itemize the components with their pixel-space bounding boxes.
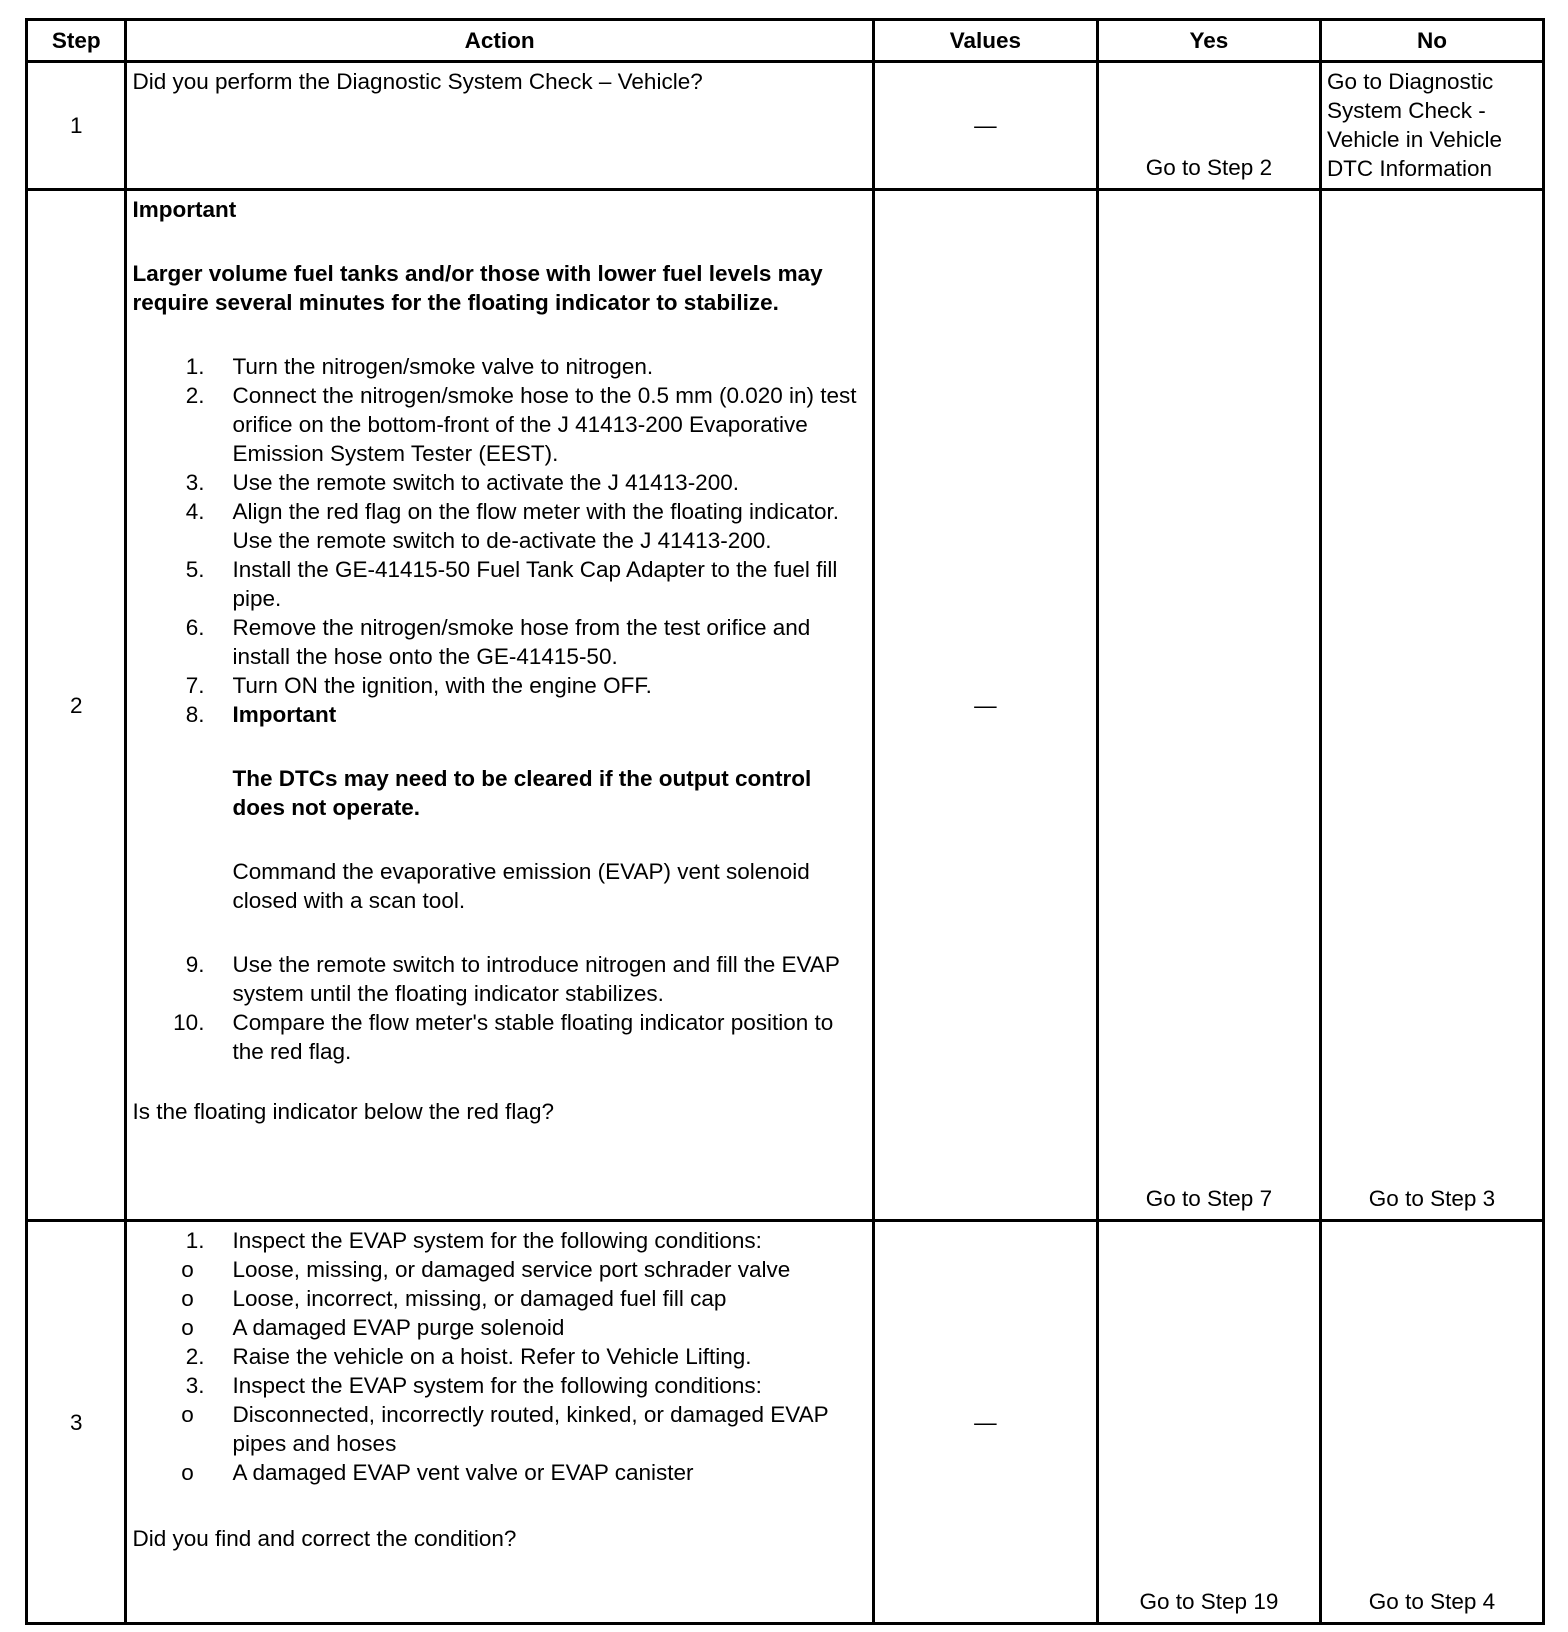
- values-cell: —: [873, 1221, 1097, 1624]
- list-number: 9.: [185, 952, 205, 977]
- list-item: [132, 1008, 867, 1066]
- table-row-step-2: [27, 190, 1544, 1221]
- header-yes: Yes: [1097, 20, 1320, 62]
- list-text: Turn ON the ignition, with the engine OFF.: [232, 673, 652, 698]
- values-cell: —: [873, 62, 1097, 190]
- list-item: [132, 381, 867, 468]
- diagnostic-table-frame: [25, 18, 1545, 1625]
- list-item: [132, 1226, 867, 1342]
- procedure-list: [132, 352, 867, 1066]
- list-item: [132, 555, 867, 613]
- yes-cell: Go to Step 2: [1097, 62, 1320, 190]
- list-number: 3.: [185, 470, 205, 495]
- list-item: [132, 613, 867, 671]
- list-text: Use the remote switch to introduce nitrogen and fill the EVAP system until the floating indicator stabilizes.: [232, 952, 840, 1006]
- list-item: [132, 1342, 867, 1371]
- bullet-item: [132, 1255, 867, 1284]
- list-item: [132, 352, 867, 381]
- bullet-marker: o: [181, 1286, 194, 1311]
- diagnostic-table: [25, 18, 1545, 1625]
- list-text: Remove the nitrogen/smoke hose from the test orifice and install the hose onto the GE-41415-50.: [232, 615, 811, 669]
- list-number: 8.: [185, 702, 205, 727]
- header-step: Step: [27, 20, 126, 62]
- no-cell: Go to Diagnostic System Check - Vehicle in Vehicle DTC Information: [1320, 62, 1543, 190]
- list-item: [132, 497, 867, 555]
- list-text: Turn the nitrogen/smoke valve to nitrogen.: [232, 354, 654, 379]
- yes-cell: Go to Step 19: [1097, 1221, 1320, 1624]
- list-item: [132, 468, 867, 497]
- bullet-marker: o: [181, 1315, 194, 1340]
- header-action: Action: [126, 20, 873, 62]
- list-number: 5.: [185, 557, 205, 582]
- list-number: 7.: [185, 673, 205, 698]
- list-text: Connect the nitrogen/smoke hose to the 0.5 mm (0.020 in) test orifice on the bottom-front of the J 41413-200 Evaporative Emission System Tester (EEST).: [232, 383, 857, 466]
- header-row: [27, 20, 1544, 62]
- bullet-marker: o: [181, 1460, 194, 1485]
- step-number: 1: [27, 62, 126, 190]
- list-text: Inspect the EVAP system for the following conditions:: [232, 1373, 762, 1398]
- important-label: Important: [132, 197, 237, 222]
- list-text: Inspect the EVAP system for the following conditions:: [232, 1228, 762, 1253]
- list-number: 2.: [185, 1344, 205, 1369]
- header-no: No: [1320, 20, 1543, 62]
- list-item: [132, 950, 867, 1008]
- condition-list: [132, 1255, 867, 1342]
- no-cell: Go to Step 3: [1320, 190, 1543, 1221]
- table-row-step-1: [27, 62, 1544, 190]
- bullet-item: [132, 1313, 867, 1342]
- step-number: 2: [27, 190, 126, 1221]
- list-text: Raise the vehicle on a hoist. Refer to Vehicle Lifting.: [232, 1344, 752, 1369]
- condition-list: [132, 1400, 867, 1487]
- list-number: 10.: [173, 1010, 205, 1035]
- action-question: Is the floating indicator below the red flag?: [132, 1099, 554, 1124]
- list-text: Align the red flag on the flow meter with the floating indicator. Use the remote switch to de-activate the J 41413-200.: [232, 499, 840, 553]
- action-cell: [126, 190, 873, 1221]
- bullet-text: A damaged EVAP purge solenoid: [232, 1315, 565, 1340]
- list-item: [132, 671, 867, 700]
- action-question: Did you find and correct the condition?: [132, 1526, 517, 1551]
- important-note: The DTCs may need to be cleared if the output control does not operate.: [232, 766, 812, 820]
- list-number: 3.: [185, 1373, 205, 1398]
- step-number: 3: [27, 1221, 126, 1624]
- bullet-text: A damaged EVAP vent valve or EVAP canister: [232, 1460, 694, 1485]
- bullet-text: Loose, missing, or damaged service port schrader valve: [232, 1257, 791, 1282]
- bullet-item: [132, 1400, 867, 1458]
- list-number: 1.: [185, 1228, 205, 1253]
- list-text: Install the GE-41415-50 Fuel Tank Cap Adapter to the fuel fill pipe.: [232, 557, 838, 611]
- important-label: Important: [232, 702, 337, 727]
- list-number: 6.: [185, 615, 205, 640]
- action-question: Did you perform the Diagnostic System Check – Vehicle?: [132, 69, 703, 94]
- bullet-marker: o: [181, 1402, 194, 1427]
- bullet-text: Loose, incorrect, missing, or damaged fuel fill cap: [232, 1286, 727, 1311]
- list-number: 2.: [185, 383, 205, 408]
- important-note: Larger volume fuel tanks and/or those with lower fuel levels may require several minutes for the floating indicator to stabilize.: [132, 261, 823, 315]
- bullet-text: Disconnected, incorrectly routed, kinked, or damaged EVAP pipes and hoses: [232, 1402, 829, 1456]
- list-item: [132, 700, 867, 950]
- list-item: [132, 1371, 867, 1487]
- yes-cell: Go to Step 7: [1097, 190, 1320, 1221]
- bullet-marker: o: [181, 1257, 194, 1282]
- action-cell: [126, 62, 873, 190]
- list-text: Command the evaporative emission (EVAP) vent solenoid closed with a scan tool.: [232, 859, 810, 913]
- bullet-item: [132, 1284, 867, 1313]
- list-number: 1.: [185, 354, 205, 379]
- values-cell: —: [873, 190, 1097, 1221]
- list-text: Compare the flow meter's stable floating indicator position to the red flag.: [232, 1010, 834, 1064]
- procedure-list: [132, 1226, 867, 1487]
- list-text: Use the remote switch to activate the J 41413-200.: [232, 470, 739, 495]
- bullet-item: [132, 1458, 867, 1487]
- action-cell: [126, 1221, 873, 1624]
- header-values: Values: [873, 20, 1097, 62]
- list-number: 4.: [185, 499, 205, 524]
- table-row-step-3: [27, 1221, 1544, 1624]
- no-cell: Go to Step 4: [1320, 1221, 1543, 1624]
